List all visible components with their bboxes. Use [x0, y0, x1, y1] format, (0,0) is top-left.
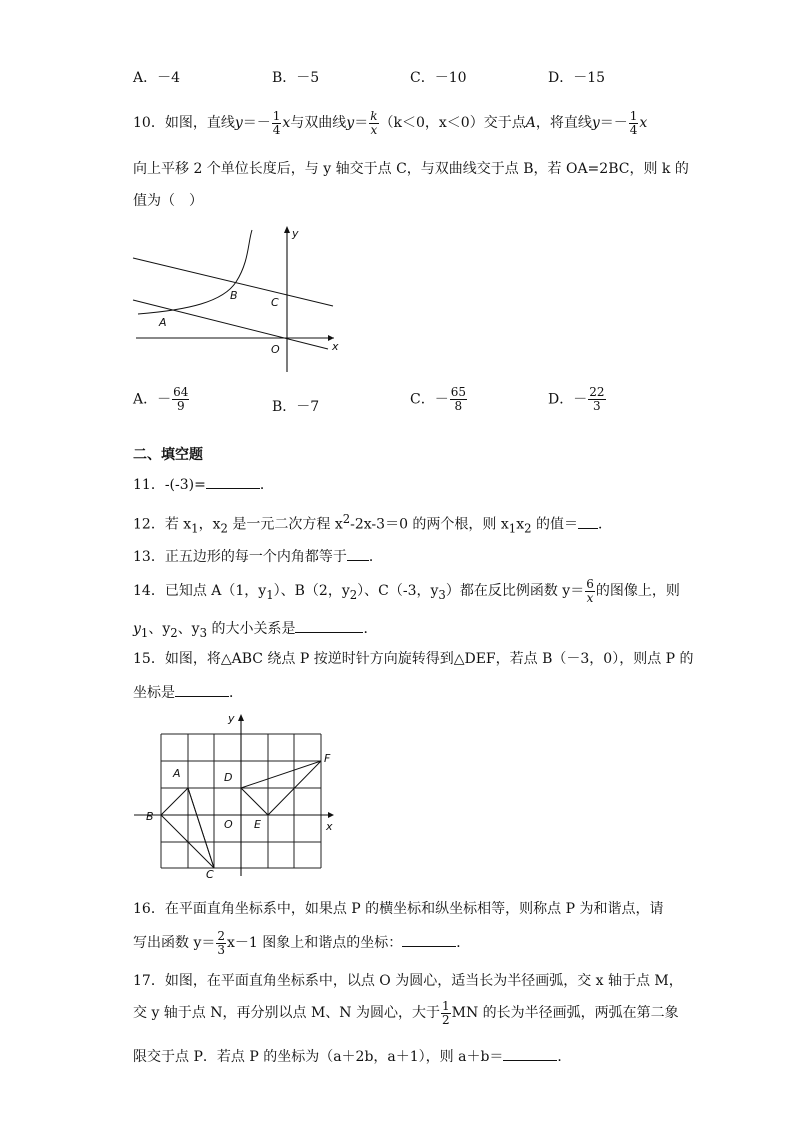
- q10-option-a-prefix: A．－: [133, 391, 172, 408]
- q10-frac2-den: x: [370, 122, 378, 137]
- q16-frac-num: 2: [217, 928, 225, 943]
- section-title: 二、填空题: [133, 447, 203, 463]
- label-b: B: [230, 289, 238, 302]
- q17-pre: 交 y 轴于点 N，再分别以点 M、N 为圆心，大于: [133, 1005, 440, 1021]
- label-y: y: [292, 227, 299, 240]
- label-x: x: [326, 820, 333, 833]
- q12-sub3: 1: [508, 521, 517, 536]
- q10-frac1-num: 1: [272, 108, 281, 123]
- q15-answer-blank[interactable]: [175, 682, 229, 697]
- q12-post: 的值＝: [531, 516, 578, 533]
- q10-cond: （k＜0，x＜0）交于点: [379, 115, 526, 131]
- q10-mid2: ，将直线: [535, 115, 592, 131]
- label-c: C: [271, 296, 279, 309]
- q17-post: MN 的长为半径画弧，两弧在第二象: [451, 1005, 679, 1021]
- q12-sub2: 2: [220, 521, 228, 536]
- q10-option-c-prefix: C．－: [410, 391, 449, 408]
- q16-end: ．: [456, 935, 471, 951]
- q10-option-c-num: 65: [450, 385, 466, 399]
- q10-option-d-num: 22: [589, 385, 605, 399]
- q14-post: 的图像上，则: [595, 583, 680, 599]
- q9-option-c: C．－10: [410, 70, 467, 86]
- q10-line2: 向上平移 2 个单位长度后，与 y 轴交于点 C，与双曲线交于点 B，若 OA=2BC，则 k 的: [133, 161, 689, 177]
- label-f: F: [324, 752, 331, 765]
- q17-answer-blank[interactable]: [503, 1046, 557, 1061]
- q10-option-c-den: 8: [454, 399, 463, 413]
- label-x: x: [332, 340, 339, 353]
- label-a: A: [173, 767, 181, 780]
- q16-answer-blank[interactable]: [402, 932, 456, 947]
- q14-l2b: 、y: [148, 621, 171, 637]
- label-b: B: [146, 810, 154, 823]
- q12-answer-blank[interactable]: [578, 514, 598, 529]
- q16-pre: 写出函数 y＝: [133, 935, 216, 951]
- q11-text: 11．-(-3)=: [133, 477, 206, 493]
- q14-p2: ）、B（2，y: [273, 583, 350, 599]
- q17-line2: [133, 996, 679, 1030]
- q17-end: ．: [557, 1049, 572, 1065]
- q17-frac-den: 2: [442, 1012, 450, 1027]
- label-d: D: [224, 771, 233, 784]
- q13-answer-blank[interactable]: [347, 546, 369, 561]
- q12-mid: ，x: [198, 516, 221, 533]
- q15-end: ．: [229, 685, 243, 701]
- q15-line2: [133, 682, 243, 702]
- q10-y: y: [234, 115, 243, 131]
- q14-l2s3: 3: [199, 625, 208, 640]
- q11: [133, 474, 274, 494]
- q14-pre: 14．已知点 A（1，y: [133, 583, 267, 599]
- q15-figure: [130, 708, 345, 880]
- q10-option-b: B．－7: [272, 399, 320, 415]
- q14-frac-num: 6: [586, 576, 594, 591]
- q12-end: ．: [597, 516, 612, 533]
- q10-frac2: [369, 110, 378, 137]
- q15-line1: 15．如图，将△ABC 绕点 P 按逆时针方向旋转得到△DEF，若点 B（－3，0），则点 P 的: [133, 651, 694, 667]
- q16-line1: 16．在平面直角坐标系中，如果点 P 的横坐标和纵坐标相等，则称点 P 为和谐点，请: [133, 901, 664, 917]
- q10-option-c: [410, 386, 468, 413]
- q11-answer-blank[interactable]: [206, 474, 260, 489]
- q14-answer-blank[interactable]: [295, 618, 363, 633]
- q12-pre: 12．若 x: [133, 516, 192, 533]
- q10-option-a-den: 9: [176, 399, 185, 413]
- q14-l2s2: 2: [170, 625, 178, 640]
- q14-l2a: y: [133, 621, 141, 637]
- q10-frac2-num: k: [370, 108, 378, 123]
- label-c: C: [206, 868, 214, 880]
- q13-text: 13．正五边形的每一个内角都等于: [133, 549, 347, 565]
- q13: [133, 546, 383, 566]
- q17-line3-text: 限交于点 P．若点 P 的坐标为（a＋2b，a＋1），则 a＋b＝: [133, 1049, 504, 1065]
- q10-option-a-num: 64: [173, 385, 189, 399]
- q12-mid2: 是一元二次方程 x: [227, 516, 343, 533]
- q11-end: ．: [259, 477, 274, 493]
- q10-point-a: A: [525, 115, 536, 131]
- q10-option-d-prefix: D．－: [548, 391, 588, 408]
- q12-eq: -2x-3＝0 的两个根，则 x: [350, 516, 509, 533]
- q12-x2: x: [516, 516, 525, 533]
- q17-line1: 17．如图，在平面直角坐标系中，以点 O 为圆心，适当长为半径画弧，交 x 轴于点 M，: [133, 973, 683, 989]
- q10-eq: ＝－: [242, 115, 271, 131]
- q10-figure: [128, 222, 344, 382]
- x-axis-arrow-icon: [328, 812, 334, 818]
- q14-p3: ）、C（-3，y: [357, 583, 439, 599]
- label-a: A: [159, 316, 167, 329]
- y-axis-arrow-icon: [284, 226, 290, 233]
- q13-end: ．: [368, 549, 383, 565]
- q14-s1: 1: [266, 587, 274, 602]
- q17-frac-num: 1: [442, 998, 450, 1013]
- q9-option-d: D．－15: [548, 70, 606, 86]
- label-o: O: [271, 343, 280, 356]
- q14-l2s1: 1: [140, 625, 149, 640]
- q17-line3: [133, 1046, 571, 1066]
- q9-option-a: A．－4: [133, 70, 181, 86]
- q14-s3: 3: [438, 587, 446, 602]
- q10-option-d: [548, 386, 607, 413]
- q12-sub4: 2: [524, 521, 532, 536]
- q15-line2-text: 坐标是: [133, 685, 175, 701]
- q10-number: 10．如图，直线: [133, 115, 235, 131]
- q10-option-d-den: 3: [593, 399, 601, 413]
- label-o: O: [224, 818, 233, 831]
- q14-l2c: 、y: [177, 621, 200, 637]
- label-y: y: [228, 712, 235, 725]
- q16-frac-den: 3: [217, 942, 225, 957]
- q14-line2: [133, 618, 377, 642]
- q16-line2: [133, 926, 470, 960]
- segment-ac: [188, 788, 214, 868]
- q10-option-a: [133, 386, 190, 413]
- q10-frac1: [272, 110, 282, 137]
- q10-frac1-den: 4: [272, 122, 281, 137]
- q14-end: ．: [363, 621, 378, 637]
- q14-s2: 2: [349, 587, 358, 602]
- q10-line1: 10．如图，直线y＝－ $\frac{1}{4}$ x与双曲线y＝ $\frac{k}{x}$ （k＜0，x＜0）交于点A，将直线y＝－ $\frac{1}{4}$ x: [133, 108, 648, 137]
- q10-line3: 值为（ ）: [133, 193, 203, 209]
- q10-mid1: 与双曲线: [290, 115, 347, 131]
- q9-option-b: B．－5: [272, 70, 320, 86]
- q10-x: x: [282, 115, 291, 131]
- q14-frac-den: x: [586, 590, 594, 605]
- y-axis-arrow-icon: [238, 714, 244, 721]
- q12: [133, 510, 612, 537]
- q16-post: x－1 图象上和谐点的坐标：: [227, 935, 403, 951]
- q14-l2d: 的大小关系是: [207, 621, 296, 637]
- q14-p4: ）都在反比例函数 y＝: [445, 583, 585, 599]
- label-e: E: [254, 818, 261, 831]
- q14-line1: [133, 574, 680, 612]
- q12-sup: 2: [342, 512, 351, 526]
- q12-sub1: 1: [191, 521, 199, 536]
